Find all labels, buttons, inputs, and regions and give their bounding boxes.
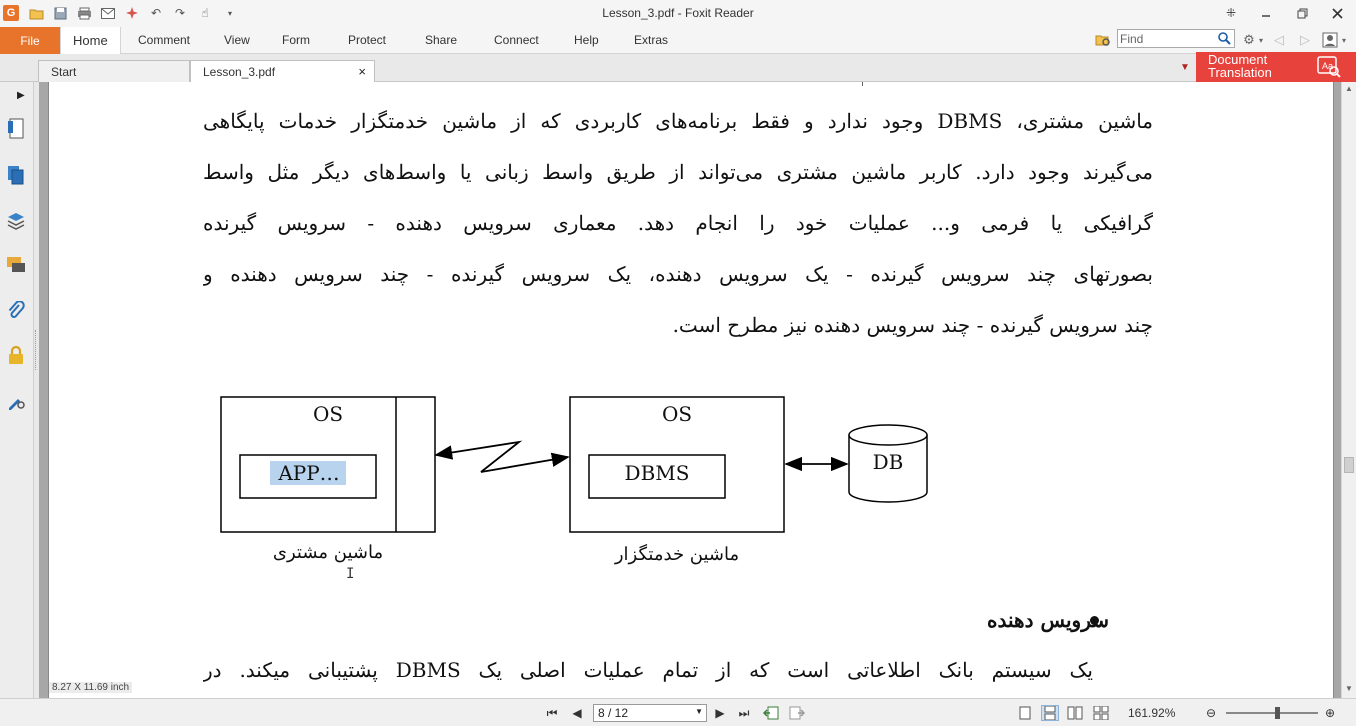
zoom-out-icon[interactable]: ⊖ (1205, 706, 1217, 720)
scroll-up-icon[interactable]: ▲ (1345, 84, 1353, 93)
account-dropdown-icon[interactable]: ▾ (1341, 35, 1346, 45)
server-dbms-label: DBMS (624, 461, 690, 485)
restore-group-icon[interactable]: ⁜ (1225, 6, 1237, 20)
vertical-scrollbar[interactable] (1341, 82, 1356, 698)
window-title: Lesson_3.pdf - Foxit Reader (602, 6, 754, 20)
first-page-icon[interactable]: ⏮ (546, 705, 558, 720)
document-view (39, 82, 1341, 698)
document-translation-button[interactable] (1196, 52, 1356, 82)
new-document-icon[interactable] (124, 5, 140, 21)
page-number-value: 8 / 12 (598, 706, 629, 720)
tab-lesson-3[interactable] (190, 60, 375, 83)
customize-toolbar-icon[interactable]: ▾ (227, 8, 232, 18)
menu-form[interactable]: Form (282, 33, 310, 47)
zoom-level[interactable]: 161.92% (1128, 706, 1176, 720)
paragraph-line: چند سرویس گیرنده - چند سرویس دهنده نیز مطرح است. (672, 313, 1153, 337)
settings-gear-icon[interactable]: ⚙ (1243, 32, 1255, 47)
document-tab-bar (0, 54, 1356, 82)
menu-view[interactable]: View (224, 33, 250, 47)
facing-view-icon[interactable] (1066, 705, 1084, 721)
pages-thumbnail-icon[interactable] (5, 164, 27, 186)
svg-text:Aa: Aa (1322, 61, 1334, 71)
paragraph (203, 96, 1153, 351)
zoom-slider[interactable] (1226, 712, 1318, 714)
paragraph-line: بصورتهای چند سرویس گیرنده - یک سرویس دهنده، یک سرویس گیرنده - چند سرویس دهنده و (203, 262, 1153, 286)
undo-icon[interactable]: ↶ (150, 6, 162, 20)
pdf-page (48, 82, 1334, 698)
last-page-icon[interactable]: ⏭ (738, 705, 750, 720)
hand-tool-icon[interactable]: ☝ (201, 6, 209, 20)
search-icon[interactable] (1217, 31, 1232, 46)
zoom-slider-thumb[interactable] (1275, 707, 1280, 719)
title-bar (0, 0, 1356, 27)
attachments-icon[interactable] (5, 300, 27, 322)
server-os-label: OS (661, 402, 693, 426)
previous-page-icon[interactable]: ◀ (572, 706, 582, 720)
bookmarks-icon[interactable] (5, 118, 27, 140)
comments-panel-icon[interactable] (5, 254, 27, 276)
tab-close-icon[interactable]: × (358, 64, 366, 79)
menu-extras[interactable]: Extras (634, 33, 669, 47)
navigation-panel (0, 82, 34, 698)
translate-icon (1314, 55, 1342, 79)
maximize-icon[interactable] (1287, 2, 1317, 24)
bullet-paragraph-line: یک سیستم بانک اطلاعاتی است که از تمام عملیات اصلی یک DBMS پشتیبانی میکند. در (203, 658, 1093, 682)
menu-help[interactable]: Help (574, 33, 599, 47)
next-page-icon[interactable]: ▶ (715, 706, 725, 720)
email-icon[interactable] (100, 5, 116, 21)
client-caption: ماشین مشتری (272, 542, 384, 563)
tab-start[interactable] (38, 60, 190, 82)
paragraph-line: ماشین مشتری، DBMS وجود ندارد و فقط برنامه‌های کاربردی که از ماشین خدمتگزار خدمات پایگاهی (203, 109, 1153, 133)
continuous-view-icon[interactable] (1041, 705, 1059, 721)
print-icon[interactable] (76, 5, 92, 21)
page-size-label: 8.27 X 11.69 inch (49, 682, 132, 693)
bullet-heading: سرویس دهنده (987, 608, 1109, 632)
scroll-down-icon[interactable]: ▼ (1345, 684, 1353, 693)
network-link-arrow (436, 442, 568, 472)
menu-home[interactable]: Home (60, 27, 121, 54)
tab-list-dropdown-icon[interactable]: ▼ (1180, 62, 1190, 73)
page-mark (862, 82, 863, 86)
find-box (1117, 29, 1235, 48)
security-lock-icon[interactable] (5, 344, 27, 366)
settings-dropdown-icon[interactable]: ▾ (1258, 35, 1263, 45)
app-logo-icon[interactable]: G (3, 5, 19, 21)
single-page-view-icon[interactable] (1016, 705, 1034, 721)
next-view-icon[interactable] (788, 705, 806, 721)
menu-protect[interactable]: Protect (348, 33, 387, 47)
user-account-icon[interactable] (1321, 31, 1339, 49)
translation-label-line1: Document (1208, 52, 1268, 67)
ribbon-menu-bar (0, 27, 1356, 54)
tab-start-label: Start (51, 65, 77, 79)
next-result-icon[interactable]: ▷ (1300, 32, 1310, 47)
minimize-icon[interactable] (1251, 2, 1281, 24)
scroll-thumb[interactable] (1344, 457, 1354, 473)
previous-result-icon[interactable]: ◁ (1274, 32, 1284, 47)
client-server-diagram (219, 392, 939, 582)
redo-icon[interactable]: ↷ (174, 6, 186, 20)
paragraph-line: می‌گیرند وجود دارد. کاربر ماشین مشتری می‌تواند از طریق واسط زبانی یا واسط‌های دیگر مثل واسط (203, 160, 1153, 184)
signature-tool-icon[interactable] (5, 390, 27, 412)
chevron-down-icon: ▼ (695, 707, 703, 716)
zoom-in-icon[interactable]: ⊕ (1324, 706, 1336, 720)
page-number-select[interactable] (593, 704, 707, 722)
tab-lesson-3-label: Lesson_3.pdf (203, 65, 276, 79)
translation-label-line2: Translation (1208, 65, 1272, 80)
server-caption: ماشین خدمتگزار (614, 544, 740, 565)
client-app-label[interactable]: APP… (278, 461, 340, 485)
find-input[interactable] (1120, 31, 1216, 46)
text-cursor-icon: I (346, 566, 355, 582)
save-icon[interactable] (52, 5, 68, 21)
close-icon[interactable] (1322, 2, 1352, 24)
paragraph-line: گرافیکی یا فرمی و... عملیات خود را انجام دهد. معماری سرویس دهنده - سرویس گیرنده (203, 211, 1153, 235)
db-label: DB (872, 450, 904, 474)
file-menu-button[interactable]: File (0, 27, 60, 54)
find-folder-icon[interactable] (1094, 31, 1112, 49)
layers-icon[interactable] (5, 210, 27, 232)
menu-connect[interactable]: Connect (494, 33, 539, 47)
menu-share[interactable]: Share (425, 33, 458, 47)
continuous-facing-view-icon[interactable] (1092, 705, 1110, 721)
status-bar (0, 698, 1356, 726)
client-os-label: OS (312, 402, 344, 426)
previous-view-icon[interactable] (762, 705, 780, 721)
menu-comment[interactable]: Comment (138, 33, 191, 47)
expand-panel-icon[interactable]: ▶ (17, 90, 25, 101)
open-folder-icon[interactable] (28, 5, 44, 21)
